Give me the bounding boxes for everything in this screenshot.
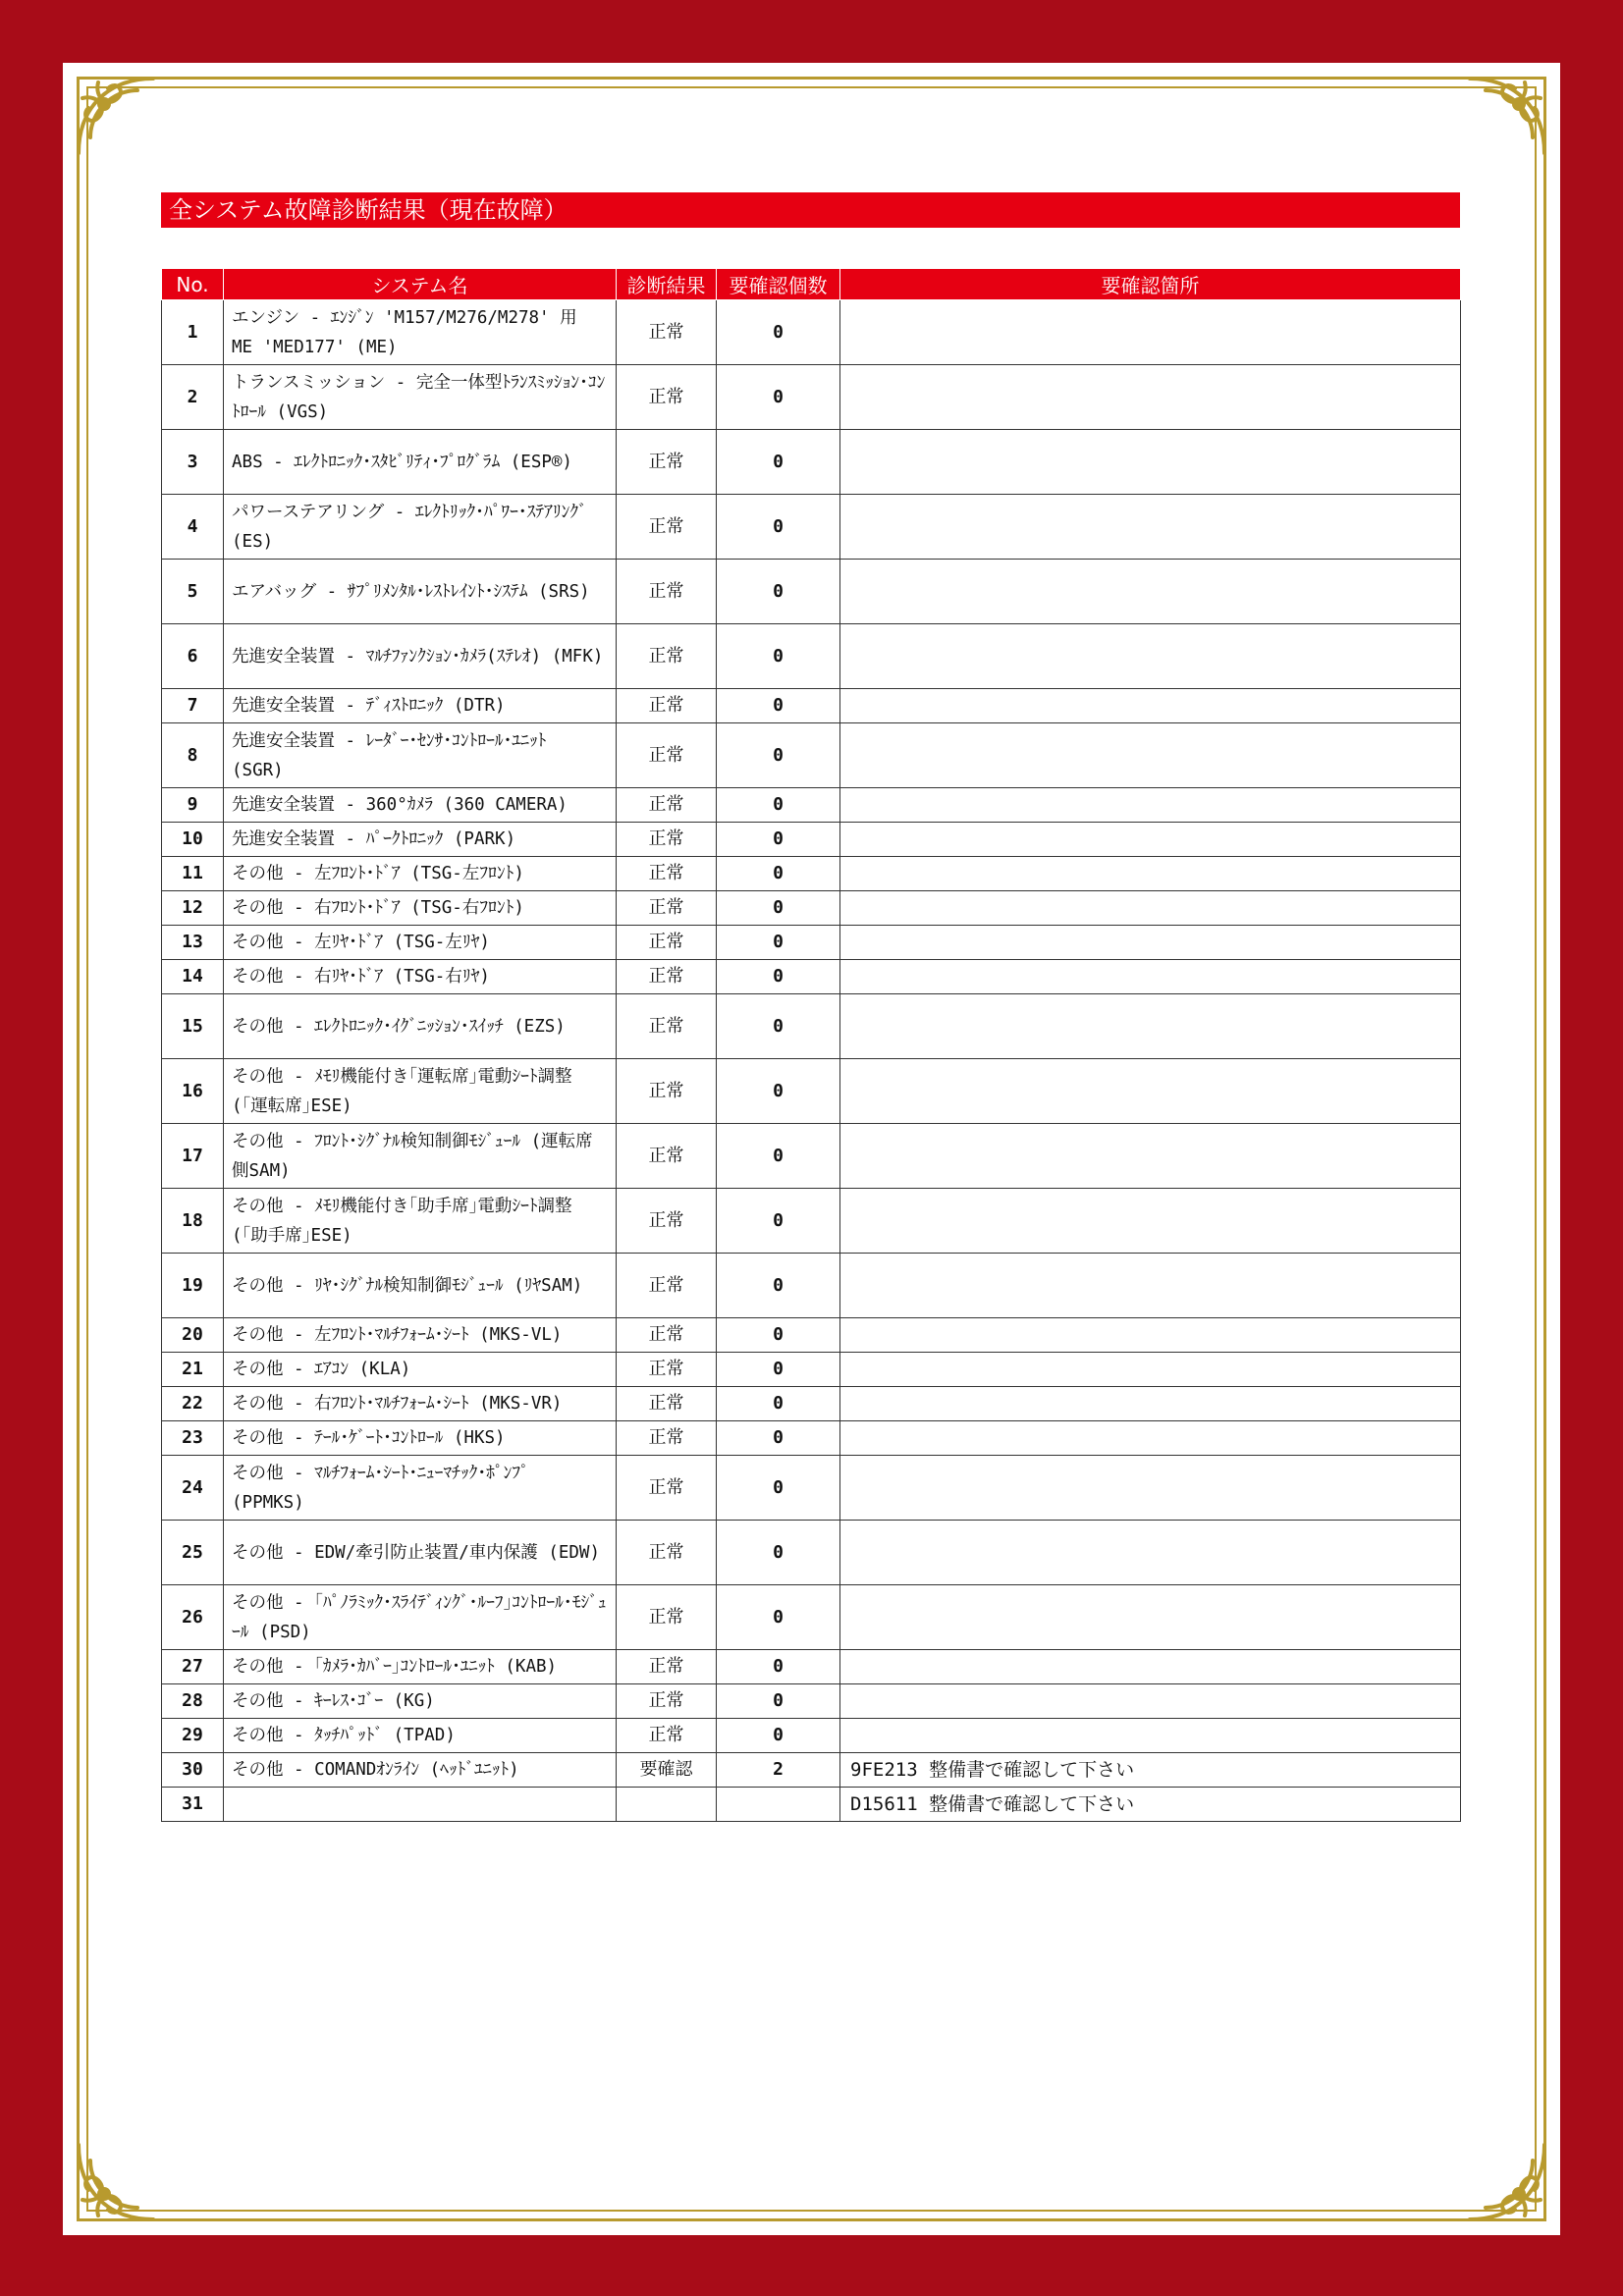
cell-check-point — [840, 430, 1461, 495]
cell-diagnosis-result: 正常 — [617, 823, 717, 857]
cell-system-name: その他 - ﾀｯﾁﾊﾟｯﾄﾞ (TPAD) — [224, 1719, 617, 1753]
cell-diagnosis-result: 正常 — [617, 1719, 717, 1753]
table-row — [162, 300, 1461, 365]
cell-system-name: その他 - ｴﾚｸﾄﾛﾆｯｸ･ｲｸﾞﾆｯｼｮﾝ･ｽｲｯﾁ (EZS) — [224, 994, 617, 1059]
cell-no: 10 — [162, 823, 224, 857]
cell-check-point — [840, 960, 1461, 994]
cell-system-name: その他 - ﾃｰﾙ･ｹﾞｰﾄ･ｺﾝﾄﾛｰﾙ (HKS) — [224, 1421, 617, 1456]
cell-check-count: 0 — [717, 926, 840, 960]
cell-system-name: ABS - ｴﾚｸﾄﾛﾆｯｸ･ｽﾀﾋﾞﾘﾃｨ･ﾌﾟﾛｸﾞﾗﾑ (ESP®) — [224, 430, 617, 495]
cell-check-count: 0 — [717, 1719, 840, 1753]
table-row — [162, 689, 1461, 723]
corner-ornament-icon — [1460, 69, 1554, 163]
header-check-count: 要確認個数 — [717, 269, 840, 300]
cell-check-count: 0 — [717, 857, 840, 891]
table-row — [162, 1421, 1461, 1456]
page-title: 全システム故障診断結果（現在故障） — [161, 192, 1460, 228]
cell-no: 8 — [162, 723, 224, 788]
cell-check-count — [717, 1788, 840, 1822]
cell-system-name: 先進安全装置 - ﾏﾙﾁﾌｧﾝｸｼｮﾝ･ｶﾒﾗ(ｽﾃﾚｵ) (MFK) — [224, 624, 617, 689]
cell-system-name: その他 - ｢ﾊﾟﾉﾗﾐｯｸ･ｽﾗｲﾃﾞｨﾝｸﾞ･ﾙｰﾌ｣ｺﾝﾄﾛｰﾙ･ﾓｼﾞｭｰﾙ (PSD) — [224, 1585, 617, 1650]
cell-check-count: 0 — [717, 788, 840, 823]
table-row — [162, 1788, 1461, 1822]
cell-no: 4 — [162, 495, 224, 560]
cell-no: 24 — [162, 1456, 224, 1521]
table-row — [162, 1353, 1461, 1387]
cell-check-count: 0 — [717, 994, 840, 1059]
cell-no: 28 — [162, 1684, 224, 1719]
cell-no: 12 — [162, 891, 224, 926]
cell-no: 31 — [162, 1788, 224, 1822]
cell-check-count: 2 — [717, 1753, 840, 1788]
table-row — [162, 495, 1461, 560]
cell-check-count: 0 — [717, 430, 840, 495]
cell-system-name: エアバッグ - ｻﾌﾟﾘﾒﾝﾀﾙ･ﾚｽﾄﾚｲﾝﾄ･ｼｽﾃﾑ (SRS) — [224, 560, 617, 624]
cell-system-name: トランスミッション - 完全一体型ﾄﾗﾝｽﾐｯｼｮﾝ･ｺﾝﾄﾛｰﾙ (VGS) — [224, 365, 617, 430]
cell-diagnosis-result — [617, 1788, 717, 1822]
cell-system-name: その他 - 右ﾌﾛﾝﾄ･ﾏﾙﾁﾌｫｰﾑ･ｼｰﾄ (MKS-VR) — [224, 1387, 617, 1421]
cell-system-name: 先進安全装置 - ﾊﾟｰｸﾄﾛﾆｯｸ (PARK) — [224, 823, 617, 857]
table-row — [162, 1124, 1461, 1189]
cell-no: 2 — [162, 365, 224, 430]
cell-diagnosis-result: 正常 — [617, 1124, 717, 1189]
cell-check-count: 0 — [717, 300, 840, 365]
cell-no: 16 — [162, 1059, 224, 1124]
cell-check-count: 0 — [717, 1387, 840, 1421]
cell-diagnosis-result: 正常 — [617, 1387, 717, 1421]
cell-no: 22 — [162, 1387, 224, 1421]
cell-check-count: 0 — [717, 1456, 840, 1521]
cell-system-name: その他 - ﾒﾓﾘ機能付き｢助手席｣電動ｼｰﾄ調整 (｢助手席｣ESE) — [224, 1189, 617, 1254]
header-no: No. — [162, 269, 224, 300]
cell-check-point — [840, 1521, 1461, 1585]
table-row — [162, 1189, 1461, 1254]
cell-no: 29 — [162, 1719, 224, 1753]
cell-check-point — [840, 823, 1461, 857]
table-row — [162, 823, 1461, 857]
corner-ornament-icon — [69, 69, 163, 163]
cell-check-count: 0 — [717, 1254, 840, 1318]
table-row — [162, 1254, 1461, 1318]
cell-no: 21 — [162, 1353, 224, 1387]
cell-diagnosis-result: 正常 — [617, 1421, 717, 1456]
header-system-name: システム名 — [224, 269, 617, 300]
cell-no: 19 — [162, 1254, 224, 1318]
cell-check-point — [840, 1318, 1461, 1353]
cell-diagnosis-result: 要確認 — [617, 1753, 717, 1788]
cell-check-point — [840, 365, 1461, 430]
cell-diagnosis-result: 正常 — [617, 723, 717, 788]
cell-system-name: その他 - ﾘﾔ･ｼｸﾞﾅﾙ検知制御ﾓｼﾞｭｰﾙ (ﾘﾔSAM) — [224, 1254, 617, 1318]
cell-check-count: 0 — [717, 891, 840, 926]
cell-check-point — [840, 723, 1461, 788]
cell-diagnosis-result: 正常 — [617, 1650, 717, 1684]
cell-diagnosis-result: 正常 — [617, 300, 717, 365]
table-row — [162, 857, 1461, 891]
cell-check-point — [840, 1189, 1461, 1254]
cell-system-name: その他 - 右ﾘﾔ･ﾄﾞｱ (TSG-右ﾘﾔ) — [224, 960, 617, 994]
cell-system-name: 先進安全装置 - ﾃﾞｨｽﾄﾛﾆｯｸ (DTR) — [224, 689, 617, 723]
cell-check-point — [840, 994, 1461, 1059]
cell-check-point — [840, 1684, 1461, 1719]
cell-no: 14 — [162, 960, 224, 994]
cell-check-count: 0 — [717, 1684, 840, 1719]
cell-diagnosis-result: 正常 — [617, 994, 717, 1059]
cell-check-point — [840, 624, 1461, 689]
diagnosis-table — [161, 268, 1461, 1822]
cell-diagnosis-result: 正常 — [617, 1318, 717, 1353]
cell-diagnosis-result: 正常 — [617, 1254, 717, 1318]
cell-check-count: 0 — [717, 1353, 840, 1387]
header-diagnosis-result: 診断結果 — [617, 269, 717, 300]
cell-diagnosis-result: 正常 — [617, 430, 717, 495]
cell-no: 25 — [162, 1521, 224, 1585]
cell-no: 23 — [162, 1421, 224, 1456]
cell-check-point — [840, 1353, 1461, 1387]
table-row — [162, 1059, 1461, 1124]
cell-system-name: パワーステアリング - ｴﾚｸﾄﾘｯｸ･ﾊﾟﾜｰ･ｽﾃｱﾘﾝｸﾞ (ES) — [224, 495, 617, 560]
cell-diagnosis-result: 正常 — [617, 788, 717, 823]
cell-diagnosis-result: 正常 — [617, 1684, 717, 1719]
cell-no: 11 — [162, 857, 224, 891]
table-header-row — [162, 269, 1461, 300]
table-row — [162, 960, 1461, 994]
table-row — [162, 1387, 1461, 1421]
cell-diagnosis-result: 正常 — [617, 926, 717, 960]
cell-system-name: 先進安全装置 - ﾚｰﾀﾞｰ･ｾﾝｻ･ｺﾝﾄﾛｰﾙ･ﾕﾆｯﾄ (SGR) — [224, 723, 617, 788]
cell-check-point — [840, 1650, 1461, 1684]
cell-system-name: 先進安全装置 - 360°ｶﾒﾗ (360 CAMERA) — [224, 788, 617, 823]
cell-check-count: 0 — [717, 560, 840, 624]
cell-system-name: その他 - ｴｱｺﾝ (KLA) — [224, 1353, 617, 1387]
cell-check-count: 0 — [717, 723, 840, 788]
cell-no: 9 — [162, 788, 224, 823]
cell-system-name: その他 - ｢ｶﾒﾗ･ｶﾊﾞｰ｣ｺﾝﾄﾛｰﾙ･ﾕﾆｯﾄ (KAB) — [224, 1650, 617, 1684]
cell-system-name: その他 - ﾒﾓﾘ機能付き｢運転席｣電動ｼｰﾄ調整 (｢運転席｣ESE) — [224, 1059, 617, 1124]
cell-no: 5 — [162, 560, 224, 624]
cell-no: 6 — [162, 624, 224, 689]
cell-system-name: その他 - ﾏﾙﾁﾌｫｰﾑ･ｼｰﾄ･ﾆｭｰﾏﾁｯｸ･ﾎﾟﾝﾌﾟ (PPMKS) — [224, 1456, 617, 1521]
cell-check-count: 0 — [717, 1585, 840, 1650]
cell-no: 18 — [162, 1189, 224, 1254]
cell-check-point — [840, 689, 1461, 723]
cell-check-count: 0 — [717, 365, 840, 430]
cell-check-point — [840, 1421, 1461, 1456]
table-row — [162, 994, 1461, 1059]
cell-no: 15 — [162, 994, 224, 1059]
table-row — [162, 1585, 1461, 1650]
table-row — [162, 1719, 1461, 1753]
cell-check-count: 0 — [717, 1521, 840, 1585]
cell-check-count: 0 — [717, 960, 840, 994]
cell-system-name: その他 - 右ﾌﾛﾝﾄ･ﾄﾞｱ (TSG-右ﾌﾛﾝﾄ) — [224, 891, 617, 926]
report-sheet — [63, 63, 1560, 2235]
cell-system-name — [224, 1788, 617, 1822]
cell-check-point — [840, 1387, 1461, 1421]
table-row — [162, 788, 1461, 823]
cell-diagnosis-result: 正常 — [617, 891, 717, 926]
cell-check-point: D15611 整備書で確認して下さい — [840, 1788, 1461, 1822]
cell-no: 27 — [162, 1650, 224, 1684]
table-row — [162, 926, 1461, 960]
cell-diagnosis-result: 正常 — [617, 495, 717, 560]
table-row — [162, 1753, 1461, 1788]
table-row — [162, 624, 1461, 689]
cell-check-point — [840, 1124, 1461, 1189]
table-row — [162, 560, 1461, 624]
cell-diagnosis-result: 正常 — [617, 624, 717, 689]
cell-diagnosis-result: 正常 — [617, 365, 717, 430]
cell-check-point — [840, 788, 1461, 823]
cell-check-count: 0 — [717, 689, 840, 723]
cell-no: 1 — [162, 300, 224, 365]
cell-check-count: 0 — [717, 1124, 840, 1189]
cell-check-point — [840, 560, 1461, 624]
cell-check-count: 0 — [717, 1650, 840, 1684]
cell-no: 13 — [162, 926, 224, 960]
cell-check-point — [840, 1585, 1461, 1650]
cell-diagnosis-result: 正常 — [617, 689, 717, 723]
cell-check-point — [840, 1254, 1461, 1318]
cell-system-name: その他 - 左ﾘﾔ･ﾄﾞｱ (TSG-左ﾘﾔ) — [224, 926, 617, 960]
corner-ornament-icon — [69, 2135, 163, 2229]
cell-diagnosis-result: 正常 — [617, 1353, 717, 1387]
cell-diagnosis-result: 正常 — [617, 1521, 717, 1585]
cell-check-count: 0 — [717, 1059, 840, 1124]
table-row — [162, 723, 1461, 788]
cell-system-name: その他 - 左ﾌﾛﾝﾄ･ﾏﾙﾁﾌｫｰﾑ･ｼｰﾄ (MKS-VL) — [224, 1318, 617, 1353]
cell-check-point — [840, 857, 1461, 891]
cell-check-point — [840, 926, 1461, 960]
table-row — [162, 1684, 1461, 1719]
cell-check-count: 0 — [717, 495, 840, 560]
cell-no: 3 — [162, 430, 224, 495]
table-row — [162, 1318, 1461, 1353]
cell-check-count: 0 — [717, 1189, 840, 1254]
cell-diagnosis-result: 正常 — [617, 857, 717, 891]
table-row — [162, 430, 1461, 495]
cell-check-point — [840, 1719, 1461, 1753]
cell-check-count: 0 — [717, 823, 840, 857]
cell-check-count: 0 — [717, 1421, 840, 1456]
cell-check-point: 9FE213 整備書で確認して下さい — [840, 1753, 1461, 1788]
table-row — [162, 891, 1461, 926]
cell-system-name: その他 - COMANDｵﾝﾗｲﾝ (ﾍｯﾄﾞﾕﾆｯﾄ) — [224, 1753, 617, 1788]
table-row — [162, 365, 1461, 430]
header-check-point: 要確認箇所 — [840, 269, 1461, 300]
cell-system-name: その他 - ｷｰﾚｽ･ｺﾞｰ (KG) — [224, 1684, 617, 1719]
cell-no: 26 — [162, 1585, 224, 1650]
cell-diagnosis-result: 正常 — [617, 960, 717, 994]
table-row — [162, 1650, 1461, 1684]
cell-system-name: エンジン - ｴﾝｼﾞﾝ 'M157/M276/M278' 用 ME 'MED177' (ME) — [224, 300, 617, 365]
cell-check-count: 0 — [717, 1318, 840, 1353]
cell-diagnosis-result: 正常 — [617, 1456, 717, 1521]
table-row — [162, 1456, 1461, 1521]
cell-check-count: 0 — [717, 624, 840, 689]
cell-diagnosis-result: 正常 — [617, 560, 717, 624]
cell-check-point — [840, 1059, 1461, 1124]
cell-check-point — [840, 495, 1461, 560]
cell-system-name: その他 - 左ﾌﾛﾝﾄ･ﾄﾞｱ (TSG-左ﾌﾛﾝﾄ) — [224, 857, 617, 891]
cell-system-name: その他 - EDW/牽引防止装置/車内保護 (EDW) — [224, 1521, 617, 1585]
cell-no: 30 — [162, 1753, 224, 1788]
cell-no: 7 — [162, 689, 224, 723]
cell-check-point — [840, 300, 1461, 365]
table-row — [162, 1521, 1461, 1585]
cell-no: 17 — [162, 1124, 224, 1189]
cell-diagnosis-result: 正常 — [617, 1059, 717, 1124]
corner-ornament-icon — [1460, 2135, 1554, 2229]
cell-diagnosis-result: 正常 — [617, 1189, 717, 1254]
cell-no: 20 — [162, 1318, 224, 1353]
cell-check-point — [840, 1456, 1461, 1521]
cell-diagnosis-result: 正常 — [617, 1585, 717, 1650]
cell-system-name: その他 - ﾌﾛﾝﾄ･ｼｸﾞﾅﾙ検知制御ﾓｼﾞｭｰﾙ (運転席側SAM) — [224, 1124, 617, 1189]
cell-check-point — [840, 891, 1461, 926]
